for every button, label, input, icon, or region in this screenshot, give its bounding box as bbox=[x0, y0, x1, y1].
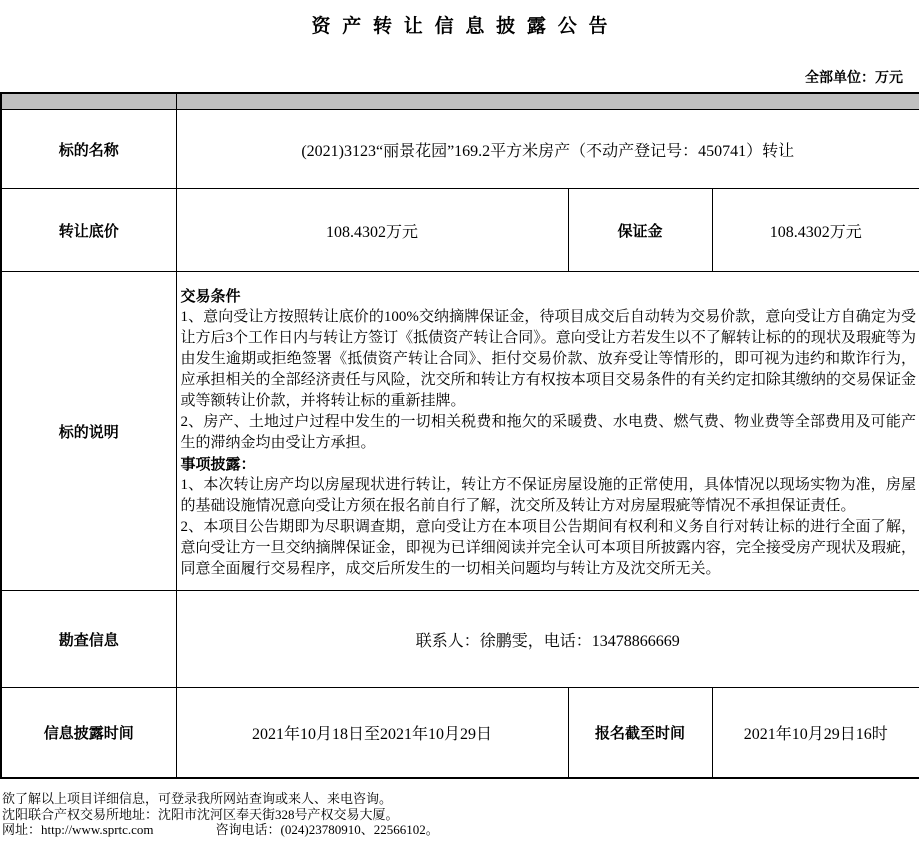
description-label: 标的说明 bbox=[1, 272, 176, 591]
description-row bbox=[1, 272, 919, 591]
footer-phone: 咨询电话：(024)23780910、22566102。 bbox=[215, 822, 439, 837]
price-row bbox=[1, 189, 919, 272]
deposit-value: 108.4302万元 bbox=[712, 189, 919, 272]
footer-website: 网址：http://www.sprtc.com bbox=[2, 822, 154, 837]
subject-name-row bbox=[1, 110, 919, 189]
description-cell bbox=[176, 272, 919, 591]
deal-conditions-heading: 交易条件 bbox=[180, 287, 241, 305]
footer-contact-line bbox=[2, 822, 919, 838]
deal-conditions-item-2: 2、房产、土地过户过程中发生的一切相关税费和拖欠的采暖费、水电费、燃气费、物业费等全部费用及可能产生的滞纳金均由受让方承担。 bbox=[180, 413, 916, 451]
units-note: 全部单位：万元 bbox=[805, 71, 903, 86]
disclosure-period-value: 2021年10月18日至2021年10月29日 bbox=[176, 688, 568, 779]
survey-contact: 联系人：徐鹏雯，电话：13478866669 bbox=[176, 591, 919, 688]
footer-address-line: 沈阳联合产权交易所地址：沈阳市沈河区奉天街328号产权交易大厦。 bbox=[2, 806, 399, 822]
survey-row bbox=[1, 591, 919, 688]
header-band-row bbox=[1, 93, 919, 110]
disclosure-matters-item-2: 2、本项目公告期即为尽职调查期，意向受让方在本项目公告期间有权利和义务自行对转让标的进行全面了解，意向受让方一旦交纳摘牌保证金，即视为已详细阅读并完全认可本项目所披露内容，完全接受房产现状及瑕疵，同意全面履行交易程序，成交后所发生的一切相关问题均与转让方及沈交所无关。 bbox=[180, 518, 916, 577]
header-band-value-cell bbox=[176, 93, 919, 110]
dates-row bbox=[1, 688, 919, 779]
disclosure-matters-heading: 事项披露： bbox=[180, 455, 256, 473]
deadline-value: 2021年10月29日16时 bbox=[712, 688, 919, 779]
survey-label: 勘查信息 bbox=[1, 591, 176, 688]
subject-name-label: 标的名称 bbox=[1, 110, 176, 189]
floor-price-label: 转让底价 bbox=[1, 189, 176, 272]
description-content bbox=[177, 283, 919, 580]
floor-price-value: 108.4302万元 bbox=[176, 189, 568, 272]
announcement-table bbox=[0, 92, 919, 779]
footer-note-line: 欲了解以上项目详细信息，可登录我所网站查询或来人、来电咨询。 bbox=[2, 791, 393, 806]
deadline-label: 报名截至时间 bbox=[568, 688, 712, 779]
disclosure-matters-item-1: 1、本次转让房产均以房屋现状进行转让，转让方不保证房屋设施的正常使用，具体情况以现场实物为准，房屋的基础设施情况意向受让方须在报名前自行了解，沈交所及转让方对房屋瑕疵等情况不承担保证责任。 bbox=[180, 476, 916, 514]
header-band-label-cell bbox=[1, 93, 176, 110]
subject-name-value: (2021)3123“丽景花园”169.2平方米房产（不动产登记号：450741）转让 bbox=[176, 110, 919, 189]
deposit-label: 保证金 bbox=[568, 189, 712, 272]
deal-conditions-item-1: 1、意向受让方按照转让底价的100%交纳摘牌保证金，待项目成交后自动转为交易价款，意向受让方自确定为受让方后3个工作日内与转让方签订《抵债资产转让合同》。意向受让方若发生以不了解转让标的的现状及瑕疵等为由发生逾期或拒绝签署《抵债资产转让合同》、拒付交易价款、放弃受让等情形的，即可视为违约和欺诈行为，应承担相关的全部经济责任与风险，沈交所和转让方有权按本项目交易条件的有关约定扣除其缴纳的交易保证金或等额转让价款，并将转让标的重新挂牌。 bbox=[180, 308, 916, 409]
footer bbox=[0, 791, 919, 838]
disclosure-period-label: 信息披露时间 bbox=[1, 688, 176, 779]
page-title: 资产转让信息披露公告 bbox=[311, 16, 620, 37]
